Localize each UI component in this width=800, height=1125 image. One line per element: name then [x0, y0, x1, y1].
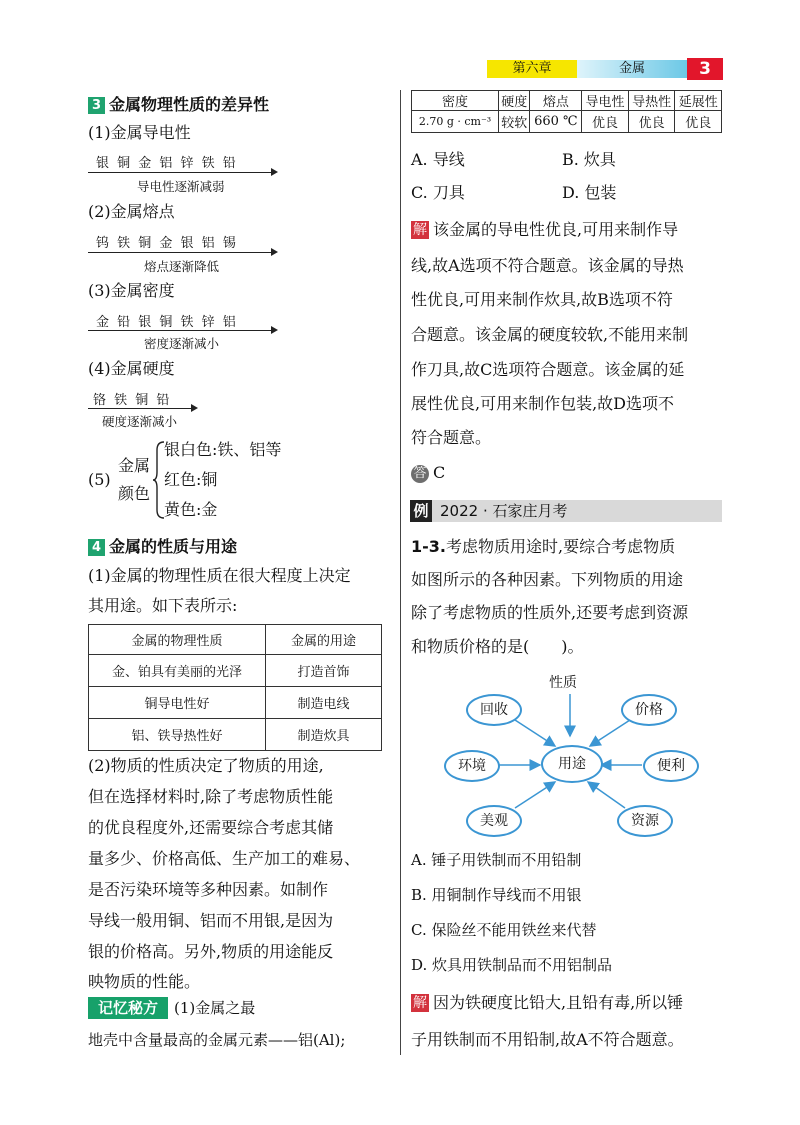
table-cell: 较软 — [499, 111, 530, 133]
example-badge: 例 — [410, 500, 432, 522]
item-1-note: 导电性逐渐减弱 — [137, 179, 225, 194]
section-3-heading — [88, 92, 269, 115]
option2-b: B. 用铜制作导线而不用银 — [411, 886, 582, 904]
section-4-intro-1: (1)金属的物理性质在很大程度上决定 — [88, 566, 351, 585]
solution-2-line-1 — [411, 993, 683, 1013]
option-c: C. 刀具 — [411, 183, 465, 202]
table-header-row — [412, 91, 722, 111]
color-line-1: 银白色:铁、铝等 — [164, 440, 282, 459]
diagram-node-recycle: 回收 — [466, 694, 522, 726]
section-4-number: 4 — [88, 539, 105, 556]
memo-line-2: 地壳中含量最高的金属元素——铝(Al); — [88, 1031, 346, 1049]
diagram-node-appearance: 美观 — [466, 805, 522, 837]
table-header: 金属的物理性质 — [89, 625, 266, 655]
table-cell: 优良 — [628, 111, 675, 133]
para-line-2: 但在选择材料时,除了考虑物质性能 — [88, 787, 334, 806]
para-line-3: 的优良程度外,还需要综合考虑其储 — [88, 818, 334, 837]
table-cell: 2.70 g · cm⁻³ — [412, 111, 499, 133]
item-4-note: 硬度逐渐减小 — [102, 414, 178, 429]
table-header: 导热性 — [628, 91, 675, 111]
para-line-6: 导线一般用铜、铝而不用银,是因为 — [88, 911, 334, 930]
property-table — [411, 90, 722, 133]
item-3-sequence: 金 铅 银 铜 铁 锌 铝 — [96, 315, 238, 330]
item-3-label: (3)金属密度 — [88, 281, 175, 300]
table-header-row — [89, 625, 382, 655]
solution-1-line-3: 性优良,可用来制作炊具,故B选项不符 — [411, 290, 673, 309]
item-2-sequence: 钨 铁 铜 金 银 铝 锡 — [96, 236, 238, 251]
item-2-arrow — [88, 252, 272, 253]
question-number: 1-3. — [411, 537, 446, 556]
para-line-1: (2)物质的性质决定了物质的用途, — [88, 756, 324, 775]
solution-badge: 解 — [413, 222, 427, 238]
answer-badge: 答 — [411, 465, 429, 483]
option-b: B. 炊具 — [562, 150, 616, 169]
arrow-head-icon — [271, 326, 278, 334]
table-cell: 优良 — [582, 111, 629, 133]
item-3-arrow — [88, 330, 272, 331]
solution-2-text-1: 因为铁硬度比铅大,且铅有毒,所以锤 — [433, 993, 684, 1012]
answer-1-value: C — [433, 463, 446, 482]
solution-1-line-1 — [411, 220, 678, 240]
solution-1-line-6: 展性优良,可用来制作包装,故D选项不 — [411, 394, 675, 413]
diagram-top-label: 性质 — [549, 675, 577, 691]
table-row — [89, 655, 382, 687]
item-5-word2: 颜色 — [118, 484, 151, 503]
memo-badge: 记忆秘方 — [88, 997, 168, 1019]
solution-1-text-1: 该金属的导电性优良,可用来制作导 — [433, 220, 679, 239]
item-1-sequence: 银 铜 金 铝 锌 铁 铅 — [96, 156, 238, 171]
solution-badge: 解 — [413, 995, 427, 1011]
question-line-4: 和物质价格的是( )。 — [411, 637, 584, 656]
section-4-title: 金属的性质与用途 — [109, 537, 238, 556]
table-header: 熔点 — [530, 91, 582, 111]
question-line-1 — [411, 537, 675, 557]
item-4-label: (4)金属硬度 — [88, 359, 175, 378]
section-3-title: 金属物理性质的差异性 — [109, 95, 270, 114]
table-row — [89, 687, 382, 719]
option2-a: A. 锤子用铁制而不用铅制 — [411, 851, 582, 869]
diagram-node-resource: 资源 — [617, 805, 673, 837]
table-header: 金属的用途 — [266, 625, 382, 655]
table-cell: 铜导电性好 — [89, 687, 266, 719]
arrow-head-icon — [191, 404, 198, 412]
item-1-label: (1)金属导电性 — [88, 123, 191, 142]
table-row — [412, 111, 722, 133]
answer-1 — [411, 463, 445, 483]
table-header: 导电性 — [582, 91, 629, 111]
diagram-node-environment: 环境 — [444, 750, 500, 782]
question-line-2: 如图所示的各种因素。下列物质的用途 — [411, 570, 684, 589]
section-4-heading — [88, 534, 237, 557]
option2-d: D. 炊具用铁制品而不用铝制品 — [411, 956, 613, 974]
item-5-word1: 金属 — [118, 456, 151, 475]
item-2-label: (2)金属熔点 — [88, 202, 175, 221]
arrow-resource — [588, 782, 625, 808]
solution-2-line-2: 子用铁制而不用铅制,故A不符合题意。 — [411, 1030, 684, 1049]
usage-table — [88, 624, 382, 751]
item-2-note: 熔点逐渐降低 — [144, 259, 220, 274]
para-line-7: 银的价格高。另外,物质的用途能反 — [88, 942, 334, 961]
solution-1-line-5: 作刀具,故C选项符合题意。该金属的延 — [411, 360, 685, 379]
color-line-3: 黄色:金 — [164, 500, 218, 519]
item-1-arrow — [88, 172, 272, 173]
solution-1-line-4: 合题意。该金属的硬度较软,不能用来制 — [411, 325, 689, 344]
table-cell: 打造首饰 — [266, 655, 382, 687]
arrow-recycle — [515, 720, 555, 746]
solution-1-line-2: 线,故A选项不符合题意。该金属的导热 — [411, 256, 684, 275]
chapter-label: 第六章 — [487, 60, 577, 78]
example-source: 2022 · 石家庄月考 — [440, 502, 568, 520]
chapter-title: 金属 — [577, 60, 687, 78]
color-line-2: 红色:铜 — [164, 470, 218, 489]
table-cell: 铝、铁导热性好 — [89, 719, 266, 751]
arrow-appearance — [515, 782, 555, 808]
item-4-arrow — [88, 408, 192, 409]
memo-line-1: (1)金属之最 — [174, 999, 256, 1017]
para-line-8: 映物质的性能。 — [88, 972, 201, 991]
diagram-node-convenience: 便利 — [643, 750, 699, 782]
table-header: 延展性 — [675, 91, 722, 111]
table-cell: 制造电线 — [266, 687, 382, 719]
option2-c: C. 保险丝不能用铁丝来代替 — [411, 921, 597, 939]
table-cell: 制造炊具 — [266, 719, 382, 751]
table-header: 硬度 — [499, 91, 530, 111]
option-d: D. 包装 — [562, 183, 617, 202]
item-4-sequence: 铬 铁 铜 铅 — [93, 393, 172, 408]
diagram-node-price: 价格 — [621, 694, 677, 726]
table-cell: 660 ℃ — [530, 111, 582, 133]
arrow-head-icon — [271, 248, 278, 256]
arrow-head-icon — [271, 168, 278, 176]
table-header: 密度 — [412, 91, 499, 111]
item-5-prefix: (5) — [88, 470, 111, 489]
question-text-1: 考虑物质用途时,要综合考虑物质 — [445, 537, 676, 556]
section-4-intro-2: 其用途。如下表所示: — [88, 596, 238, 615]
table-cell: 金、铂具有美丽的光泽 — [89, 655, 266, 687]
para-line-5: 是否污染环境等多种因素。如制作 — [88, 880, 329, 899]
option-a: A. 导线 — [411, 150, 465, 169]
diagram-center: 用途 — [541, 745, 603, 783]
item-3-note: 密度逐渐减小 — [144, 336, 220, 351]
section-3-number: 3 — [88, 97, 105, 114]
question-line-3: 除了考虑物质的性质外,还要考虑到资源 — [411, 603, 689, 622]
page-number: 3 — [687, 58, 723, 80]
table-cell: 优良 — [675, 111, 722, 133]
para-line-4: 量多少、价格高低、生产加工的难易、 — [88, 849, 361, 868]
solution-1-line-7: 符合题意。 — [411, 428, 492, 447]
table-row — [89, 719, 382, 751]
column-divider — [400, 90, 401, 1055]
arrow-price — [590, 720, 630, 746]
